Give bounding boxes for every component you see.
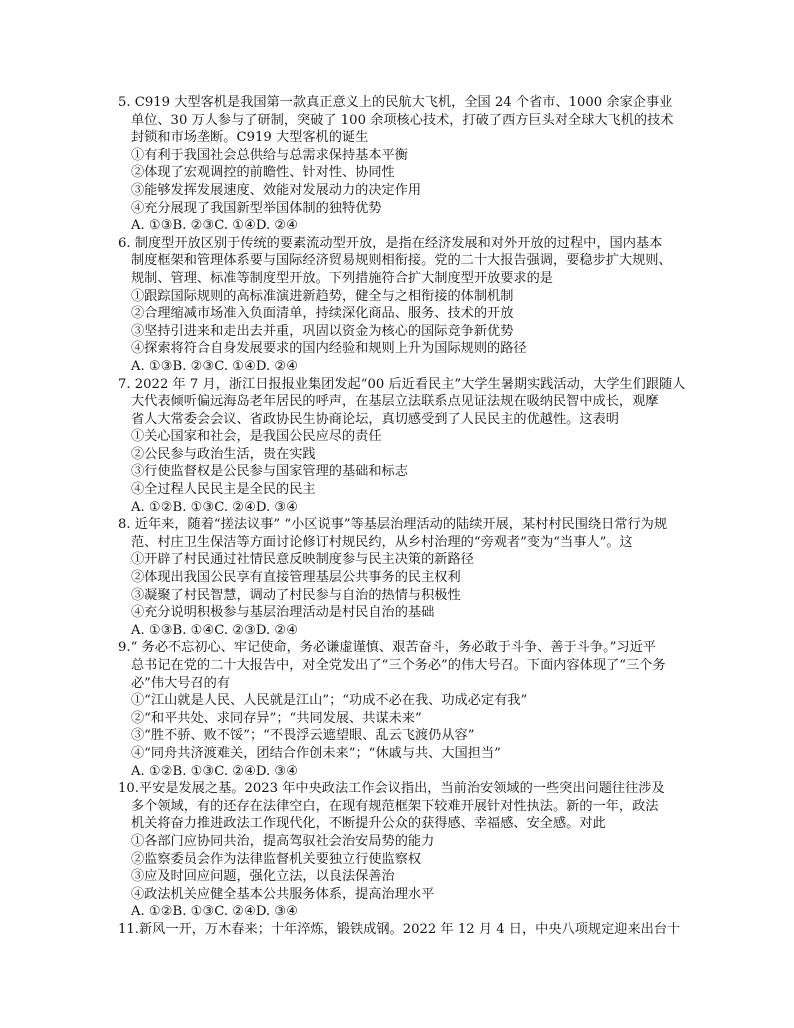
question-block [118,94,694,235]
statement-option: ②合理缩减市场准入负面清单，持续深化商品、服务、技术的开放 [131,306,514,322]
statement-option: ④政法机关应健全基本公共服务体系，提高治理水平 [131,886,435,902]
question-stem-line: 必”伟大号召的有 [131,675,231,691]
statement-option: ①有利于我国社会总供给与总需求保持基本平衡 [131,147,408,163]
question-stem-line: 省人大常委会会议、省政协民生协商论坛，真切感受到了人民民主的优越性。这表明 [131,411,619,427]
question-stem-line: 制度框架和管理体系要与国际经济贸易规则相衔接。党的二十大报告强调，要稳步扩大规则、 [131,253,672,269]
question-stem-line: 多个领域，有的还存在法律空白，在现有规范框架下较难开展针对性执法。新的一年，政法 [131,798,659,814]
statement-option: ④充分展现了我国新型举国体制的独特优势 [131,200,382,216]
question-block [118,639,694,780]
question-list [118,94,694,939]
statement-option: ②监察委员会作为法律监督机关要独立行使监察权 [131,851,422,867]
statement-option: ③行使监督权是公民参与国家管理的基础和标志 [131,464,408,480]
statement-option: ①各部门应协同共治，提高驾驭社会治安局势的能力 [131,833,435,849]
question-stem-line: 单位、30 万人参与了研制，突破了 100 余项核心技术，打破了西方巨头对全球大飞机的技术 [131,112,674,128]
question-stem-first-line: 6. 制度型开放区别于传统的要素流动型开放，是指在经济发展和对外开放的过程中，国内基本 [118,235,663,251]
question-block [118,516,694,639]
statement-option: ④充分说明积极参与基层治理活动是村民自治的基础 [131,605,435,621]
question-block [118,780,694,921]
question-stem-first-line: 8. 近年来，随着“搓法议事” “小区说事”等基层治理活动的陆续开展，某村村民围绕日常行为规 [118,517,668,533]
question-stem-line: 机关将奋力推进政法工作现代化，不断提升公众的获得感、幸福感、安全感。对此 [131,816,606,832]
answer-choices: A. ①②B. ①③C. ②④D. ③④ [131,499,299,515]
question-stem-line: 大代表倾听偏远海岛老年居民的呼声，在基层立法联系点见证法规在吸纳民智中成长，观摩 [131,394,659,410]
statement-option: ③坚持引进来和走出去并重，巩固以资金为核心的国际竞争新优势 [131,323,514,339]
question-stem-line: 总书记在党的二十大报告中，对全党发出了“三个务必”的伟大号召。下面内容体现了“三个务 [131,658,666,673]
question-stem-first-line: 10.平安是发展之基。2023 年中央政法工作会议指出，当前治安领域的一些突出问题往往涉及 [118,781,665,797]
answer-choices: A. ①③B. ①④C. ②③D. ②④ [131,622,299,638]
question-stem-first-line: 7. 2022 年 7 月，浙江日报报业集团发起“00 后近看民主”大学生暑期实践活动，大学生们跟随人 [118,376,686,392]
statement-option: ④探索将符合自身发展要求的国内经验和规则上升为国际规则的路径 [131,341,527,357]
statement-option: ④“同舟共济渡难关，团结合作创未来”；“休戚与共、大国担当” [131,745,501,761]
statement-option: ③能够发挥发展速度、效能对发展动力的决定作用 [131,182,422,198]
question-block [118,235,694,376]
answer-choices: A. ①②B. ①③C. ②④D. ③④ [131,904,299,920]
question-stem-first-line: 11.新风一开，万木春来；十年淬炼，锻铁成钢。2022 年 12 月 4 日，中央八项规定迎来出台十 [118,921,681,937]
question-stem-first-line: 9.“ 务必不忘初心、牢记使命，务必谦虚谨慎、艰苦奋斗，务必敢于斗争、善于斗争。”习近平 [118,640,656,656]
statement-option: ①跟踪国际规则的高标准演进新趋势，健全与之相衔接的体制机制 [131,288,514,304]
statement-option: ②体现了宏观调控的前瞻性、针对性、协同性 [131,165,395,181]
question-stem-line: 范、村庄卫生保洁等方面讨论修订村规民约，从乡村治理的“旁观者”变为“当事人”。这 [131,534,633,550]
statement-option: ③凝聚了村民智慧，调动了村民参与自治的热情与积极性 [131,587,461,603]
statement-option: ②公民参与政治生活，贵在实践 [131,446,316,462]
question-stem-line: 规制、管理、标准等制度型开放。下列措施符合扩大制度型开放要求的是 [131,270,553,286]
statement-option: ①关心国家和社会，是我国公民应尽的责任 [131,429,382,445]
question-block [118,921,694,939]
statement-option: ②“和平共处、求同存异”；“共同发展、共谋未来” [131,710,422,726]
answer-choices: A. ①②B. ①③C. ②④D. ③④ [131,763,299,779]
question-block [118,376,694,517]
question-stem-first-line: 5. C919 大型客机是我国第一款真正意义上的民航大飞机，全国 24 个省市、1000 余家企事业 [118,95,673,110]
question-stem-line: 封锁和市场垄断。C919 大型客机的诞生 [131,130,369,146]
statement-option: ③“胜不骄、败不馁”；“不畏浮云遮望眼、乱云飞渡仍从容” [131,728,475,744]
answer-choices: A. ①③B. ②③C. ①④D. ②④ [131,358,299,374]
statement-option: ④全过程人民民主是全民的民主 [131,482,316,498]
statement-option: ①“江山就是人民、人民就是江山”；“功成不必在我、功成必定有我” [131,693,528,709]
statement-option: ②体现出我国公民享有直接管理基层公共事务的民主权利 [131,570,461,586]
statement-option: ①开辟了村民通过社情民意反映制度参与民主决策的新路径 [131,552,474,568]
answer-choices: A. ①③B. ②③C. ①④D. ②④ [131,218,299,234]
statement-option: ③应及时回应问题，强化立法，以良法保善治 [131,869,395,885]
